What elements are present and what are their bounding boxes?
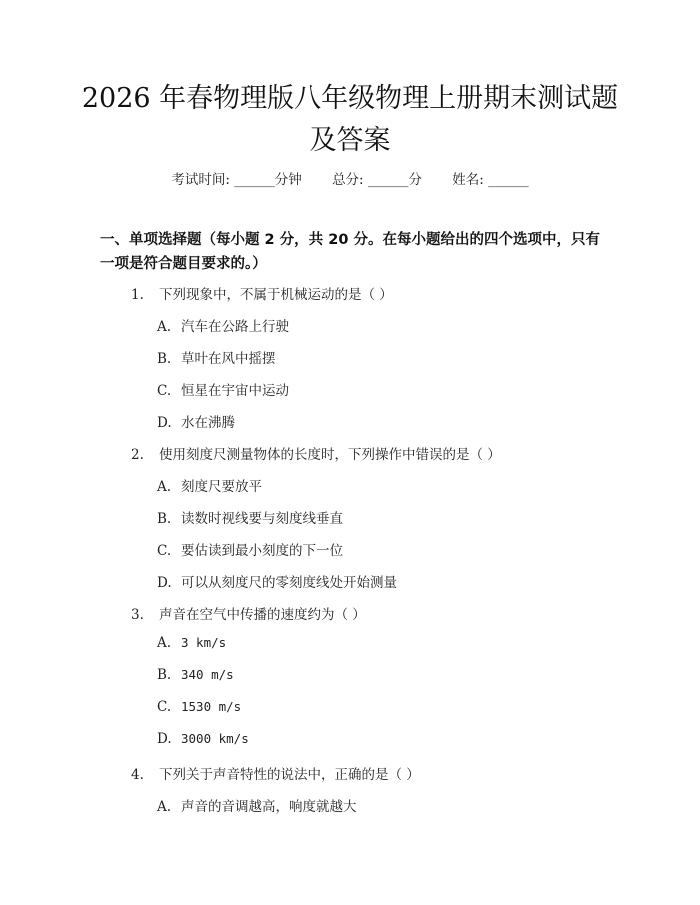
student-name-blank: ______ — [488, 172, 529, 188]
question-number: 2. — [131, 447, 144, 463]
exam-time-label: 考试时间: — [171, 172, 230, 188]
question-text: 使用刻度尺测量物体的长度时，下列操作中错误的是（ ） — [159, 447, 501, 463]
option-3a — [157, 635, 226, 651]
total-score — [332, 172, 422, 188]
option-1b — [157, 347, 276, 367]
option-letter: A. — [157, 479, 172, 495]
question-number: 4. — [131, 767, 144, 783]
option-letter: D. — [157, 575, 172, 591]
option-text: 恒星在宇宙中运动 — [181, 383, 289, 399]
total-score-label: 总分: — [332, 172, 364, 188]
question-number: 3. — [131, 607, 144, 623]
exam-time-unit: 分钟 — [274, 172, 302, 188]
question-text: 下列现象中，不属于机械运动的是（ ） — [159, 287, 393, 303]
option-letter: B. — [157, 667, 172, 683]
option-text: 要估读到最小刻度的下一位 — [181, 543, 343, 559]
option-2c — [157, 539, 343, 559]
option-3b — [157, 667, 234, 683]
option-1c — [157, 379, 289, 399]
option-2b — [157, 507, 343, 527]
question-3 — [131, 603, 366, 623]
student-name — [452, 172, 528, 188]
option-1d — [157, 411, 235, 431]
option-text: 3000 km/s — [181, 731, 249, 746]
option-1a — [157, 315, 289, 335]
option-text: 水在沸腾 — [181, 415, 235, 431]
option-text: 刻度尺要放平 — [181, 479, 262, 495]
document-title — [0, 78, 700, 162]
option-letter: A. — [157, 635, 172, 651]
option-text: 可以从刻度尺的零刻度线处开始测量 — [181, 575, 397, 591]
total-score-unit: 分 — [408, 172, 422, 188]
question-number: 1. — [131, 287, 144, 303]
total-score-blank: ______ — [367, 172, 409, 188]
exam-time — [171, 172, 301, 188]
option-2a — [157, 475, 262, 495]
option-letter: A. — [157, 799, 172, 815]
option-text: 3 km/s — [181, 635, 227, 650]
option-text: 草叶在风中摇摆 — [181, 351, 276, 367]
question-2 — [131, 443, 501, 463]
option-3d — [157, 731, 249, 747]
question-1 — [131, 283, 393, 303]
option-4a — [157, 795, 357, 815]
option-text: 声音的音调越高，响度就越大 — [181, 799, 357, 815]
question-4 — [131, 763, 420, 783]
exam-time-blank: ______ — [234, 172, 275, 188]
title-line-1: 2026 年春物理版八年级物理上册期末测试题 — [81, 83, 619, 114]
option-2d — [157, 571, 397, 591]
title-line-2: 及答案 — [309, 125, 391, 156]
option-letter: B. — [157, 511, 172, 527]
option-3c — [157, 699, 241, 715]
question-text: 声音在空气中传播的速度约为（ ） — [159, 607, 366, 623]
option-letter: C. — [157, 383, 172, 399]
exam-meta — [0, 168, 700, 188]
question-text: 下列关于声音特性的说法中，正确的是（ ） — [159, 767, 420, 783]
option-letter: C. — [157, 543, 172, 559]
section-heading: 一、单项选择题（每小题 2 分，共 20 分。在每小题给出的四个选项中，只有一项是符合题目要求的。） — [100, 232, 600, 272]
option-text: 340 m/s — [181, 667, 234, 682]
option-text: 读数时视线要与刻度线垂直 — [181, 511, 343, 527]
option-text: 汽车在公路上行驶 — [181, 319, 289, 335]
student-name-label: 姓名: — [452, 172, 484, 188]
option-letter: A. — [157, 319, 172, 335]
option-text: 1530 m/s — [181, 699, 242, 714]
option-letter: D. — [157, 731, 172, 747]
option-letter: C. — [157, 699, 172, 715]
option-letter: B. — [157, 351, 172, 367]
option-letter: D. — [157, 415, 172, 431]
